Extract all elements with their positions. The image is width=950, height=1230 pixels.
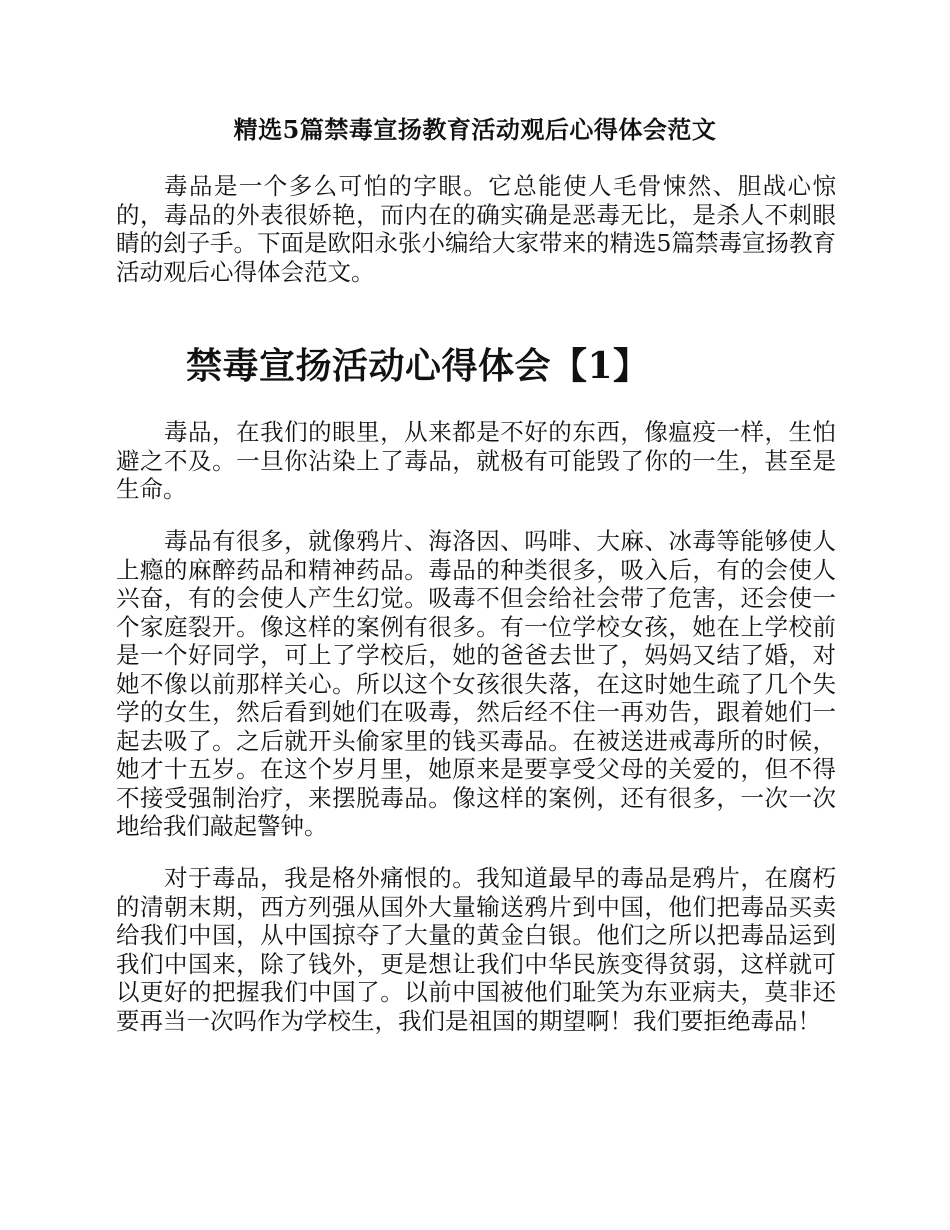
document-title: 精选5篇禁毒宣扬教育活动观后心得体会范文 (233, 115, 717, 144)
body-paragraph-1: 毒品，在我们的眼里，从来都是不好的东西，像瘟疫一样，生怕避之不及。一旦你沾染上了毒品，就极有可能毁了你的一生，甚至是生命。 (116, 418, 836, 503)
body-paragraph-2: 毒品有很多，就像鸦片、海洛因、吗啡、大麻、冰毒等能够使人上瘾的麻醉药品和精神药品。毒品的种类很多，吸入后，有的会使人兴奋，有的会使人产生幻觉。吸毒不但会给社会带了危害，还会使一个家庭裂开。像这样的案例有很多。有一位学校女孩，她在上学校前是一个好同学，可上了学校后，她的爸爸去世了，妈妈又结了婚，对她不像以前那样关心。所以这个女孩很失落，在这时她生疏了几个失学的女生，然后看到她们在吸毒，然后经不住一再劝告，跟着她们一起去吸了。之后就开头偷家里的钱买毒品。在被送进戒毒所的时候，她才十五岁。在这个岁月里，她原来是要享受父母的关爱的，但不得不接受强制治疗，来摆脱毒品。像这样的案例，还有很多，一次一次地给我们敲起警钟。 (116, 527, 836, 840)
section-heading: 禁毒宣扬活动心得体会【1】 (186, 345, 650, 387)
body-paragraph-3: 对于毒品，我是格外痛恨的。我知道最早的毒品是鸦片，在腐朽的清朝末期，西方列强从国外大量输送鸦片到中国，他们把毒品买卖给我们中国，从中国掠夺了大量的黄金白银。他们之所以把毒品运到我们中国来，除了钱外，更是想让我们中华民族变得贫弱，这样就可以更好的把握我们中国了。以前中国被他们耻笑为东亚病夫，莫非还要再当一次吗作为学校生，我们是祖国的期望啊！我们要拒绝毒品！ (116, 864, 836, 1035)
intro-paragraph: 毒品是一个多么可怕的字眼。它总能使人毛骨悚然、胆战心惊的，毒品的外表很娇艳，而内在的确实确是恶毒无比，是杀人不刺眼睛的刽子手。下面是欧阳永张小编给大家带来的精选5篇禁毒宣扬教育活动观后心得体会范文。 (116, 172, 836, 286)
